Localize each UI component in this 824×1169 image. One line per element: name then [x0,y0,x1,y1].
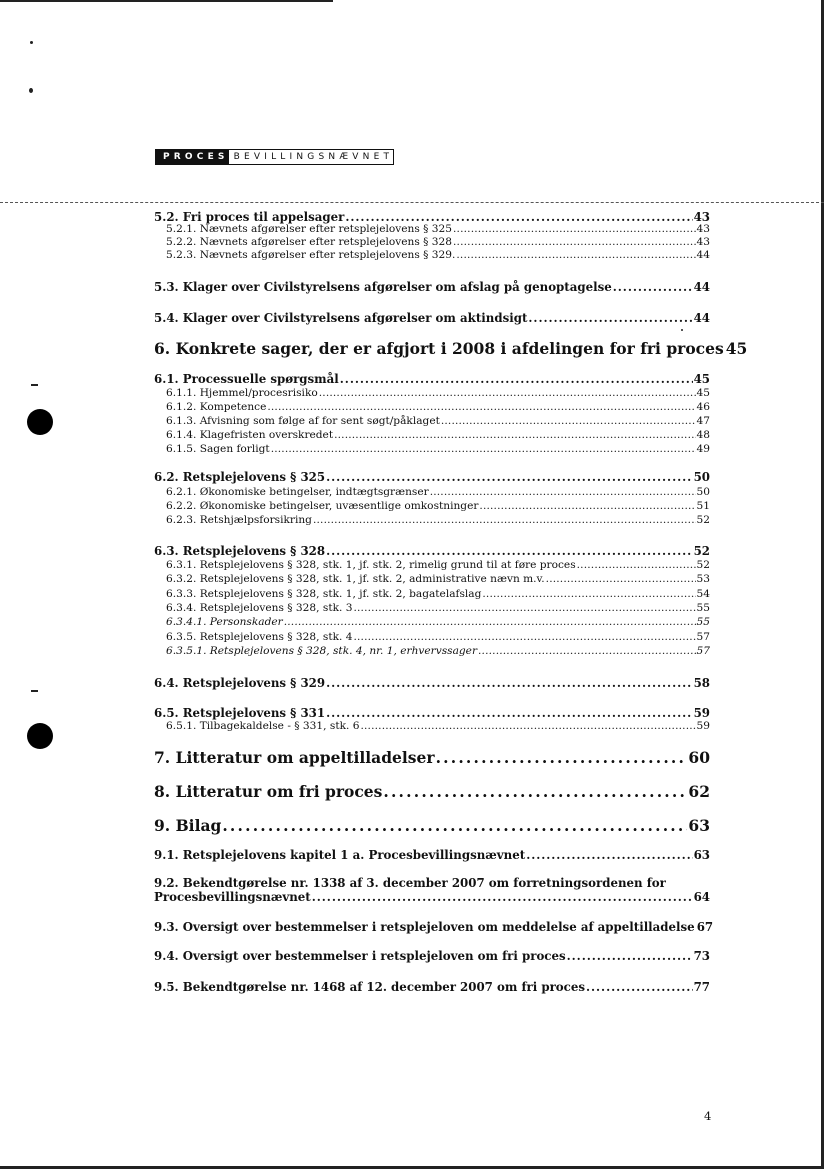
toc-entry-page: 57 [696,631,710,643]
toc-entry-page: 64 [693,890,710,904]
toc-entry-page: 50 [696,486,710,498]
toc-entry[interactable] [166,401,710,413]
toc-entry-label: 9.5. Bekendtgørelse nr. 1468 af 12. december 2007 om fri proces [154,980,586,994]
toc-entry-label: 6.1.3. Afvisning som følge af for sent søgt/påklaget [166,415,440,427]
toc-entry-page: 43 [696,236,710,248]
toc-entry-label: 5.2.2. Nævnets afgørelser efter retsplejelovens § 328 [166,236,453,248]
toc-entry-page: 43 [693,210,710,224]
toc-entry-label: 6.1.2. Kompetence [166,401,267,413]
toc-entry-page: 73 [693,949,710,963]
toc-entry[interactable] [166,616,710,628]
toc-entry[interactable] [154,782,710,801]
procesbevillingsnaevnet-logo [155,149,394,165]
toc-entry-label: 6.1. Processuelle spørgsmål [154,372,339,386]
toc-entry[interactable] [166,720,710,732]
toc-entry-page: 51 [696,500,710,512]
toc-entry-label: 6.3. Retsplejelovens § 328 [154,544,326,558]
toc-entry-label: 6.3.5. Retsplejelovens § 328, stk. 4 [166,631,353,643]
toc-entry-page: 57 [696,645,710,657]
toc-entry-label: 8. Litteratur om fri proces [154,782,383,801]
toc-entry-page: 45 [696,387,710,399]
toc-entry[interactable] [166,573,710,585]
toc-entry-label: 6.1.4. Klagefristen overskredet [166,429,334,441]
toc-entry[interactable] [154,848,710,862]
toc-entry-page: 52 [696,559,710,571]
toc-entry-label: 6.2.1. Økonomiske betingelser, indtægtsgrænser [166,486,429,498]
toc-entry-label: 6. Konkrete sager, der er afgjort i 2008 i afdelingen for fri proces [154,339,724,358]
toc-entry-label: 5.4. Klager over Civilstyrelsens afgørelser om aktindsigt [154,311,528,325]
toc-entry-label: 6.3.4. Retsplejelovens § 328, stk. 3 [166,602,353,614]
toc-entry[interactable] [154,876,710,904]
toc-entry[interactable] [154,210,710,224]
toc-entry-label: 6.3.2. Retsplejelovens § 328, stk. 1, jf. stk. 2, administrative nævn m.v. [166,573,545,585]
toc-entry-label: 6.5. Retsplejelovens § 331 [154,706,326,720]
toc-entry[interactable] [154,544,710,558]
toc-entry[interactable] [166,415,710,427]
toc-entry-label: 6.3.4.1. Personskader [166,616,283,628]
toc-entry[interactable] [154,980,710,994]
toc-entry[interactable] [154,339,748,358]
toc-entry-label: 5.2.3. Nævnets afgørelser efter retsplejelovens § 329. [166,249,456,261]
toc-entry-label: 6.2.2. Økonomiske betingelser, uvæsentlige omkostninger [166,500,479,512]
toc-entry[interactable] [154,280,710,294]
toc-entry-page: 63 [693,848,710,862]
toc-entry[interactable] [166,387,710,399]
toc-entry-page: 59 [693,706,710,720]
toc-entry[interactable] [166,514,710,526]
toc-entry[interactable] [154,372,710,386]
toc-entry-label: 6.5.1. Tilbagekaldelse - § 331, stk. 6 [166,720,360,732]
toc-entry-page: 43 [696,223,710,235]
toc-entry-page: 52 [693,544,710,558]
toc-entry[interactable] [154,311,710,325]
toc-entry[interactable] [154,949,710,963]
toc-entry-page: 54 [696,588,710,600]
header-divider [0,202,824,203]
toc-entry-page: 44 [693,280,710,294]
toc-entry-page: 58 [693,676,710,690]
logo-light-part: BEVILLINGSNÆVNET [229,150,394,164]
toc-entry-page: 48 [696,429,710,441]
toc-entry-page: 45 [693,372,710,386]
toc-entry-label: 6.2.3. Retshjælpsforsikring [166,514,312,526]
toc-entry-label: 9.4. Oversigt over bestemmelser i retsplejeloven om fri proces [154,949,566,963]
toc-entry-page: 62 [688,782,710,801]
toc-entry[interactable] [154,816,710,835]
toc-entry[interactable] [166,631,710,643]
toc-entry[interactable] [166,500,710,512]
toc-entry-label: 6.3.1. Retsplejelovens § 328, stk. 1, jf. stk. 2, rimelig grund til at føre proces [166,559,576,571]
toc-entry-page: 50 [693,470,710,484]
toc-entry[interactable] [154,748,710,767]
toc-entry-label: 6.1.5. Sagen forligt [166,443,270,455]
toc-entry-label: 6.1.1. Hjemmel/procesrisiko [166,387,318,399]
toc-entry-page: 59 [696,720,710,732]
toc-entry-page: 46 [696,401,710,413]
toc-entry[interactable] [166,645,710,657]
scan-mark [31,384,38,386]
toc-entry-page: 45 [725,339,748,358]
toc-entry[interactable] [166,486,710,498]
scan-speck [681,329,683,331]
toc-entry[interactable] [166,223,710,235]
toc-entry[interactable] [166,559,710,571]
scan-speck [29,88,33,93]
toc-entry-label: 6.4. Retsplejelovens § 329 [154,676,326,690]
scan-border-top [0,0,333,2]
toc-entry-label: 9.3. Oversigt over bestemmelser i retsplejeloven om meddelelse af appeltilladelse [154,920,695,934]
toc-entry-page: 63 [688,816,710,835]
toc-entry[interactable] [166,249,710,261]
toc-entry-label: 7. Litteratur om appeltilladelser [154,748,435,767]
scan-speck [30,41,33,44]
toc-entry-page: 77 [693,980,710,994]
toc-entry-page: 44 [696,249,710,261]
toc-entry-label: 9.2. Bekendtgørelse nr. 1338 af 3. december 2007 om forretningsordenen for [154,876,666,890]
punch-hole [27,723,53,749]
scan-mark [31,690,38,692]
toc-entry-label: 6.2. Retsplejelovens § 325 [154,470,326,484]
toc-entry[interactable] [166,602,710,614]
toc-entry[interactable] [154,920,714,934]
toc-entry-label: 5.3. Klager over Civilstyrelsens afgørelser om afslag på genoptagelse [154,280,612,294]
toc-entry[interactable] [154,470,710,484]
toc-entry[interactable] [166,443,710,455]
toc-entry-page: 53 [696,573,710,585]
toc-entry-label: 5.2.1. Nævnets afgørelser efter retsplejelovens § 325 [166,223,453,235]
toc-entry-label: 5.2. Fri proces til appelsager [154,210,345,224]
toc-entry[interactable] [154,706,710,720]
punch-hole [27,409,53,435]
toc-entry-page: 47 [696,415,710,427]
toc-entry-label: 6.3.3. Retsplejelovens § 328, stk. 1, jf. stk. 2, bagatelafslag [166,588,482,600]
toc-entry-label: 9.1. Retsplejelovens kapitel 1 a. Procesbevillingsnævnet [154,848,526,862]
toc-entry-page: 44 [693,311,710,325]
toc-entry-page: 60 [688,748,710,767]
logo-dark-part: PROCES [156,150,229,164]
toc-entry-label: 6.3.5.1. Retsplejelovens § 328, stk. 4, nr. 1, erhvervssager [166,645,478,657]
toc-entry-page: 55 [696,602,710,614]
toc-entry-page: 52 [696,514,710,526]
toc-entry-label: 9. Bilag [154,816,222,835]
toc-entry-label-cont: Procesbevillingsnævnet [154,890,311,904]
toc-entry[interactable] [166,588,710,600]
toc-entry[interactable] [166,429,710,441]
toc-entry-page: 67 [696,920,714,934]
toc-entry[interactable] [166,236,710,248]
page-number: 4 [704,1109,712,1123]
toc-entry-page: 55 [696,616,710,628]
toc-entry-page: 49 [696,443,710,455]
toc-entry[interactable] [154,676,710,690]
